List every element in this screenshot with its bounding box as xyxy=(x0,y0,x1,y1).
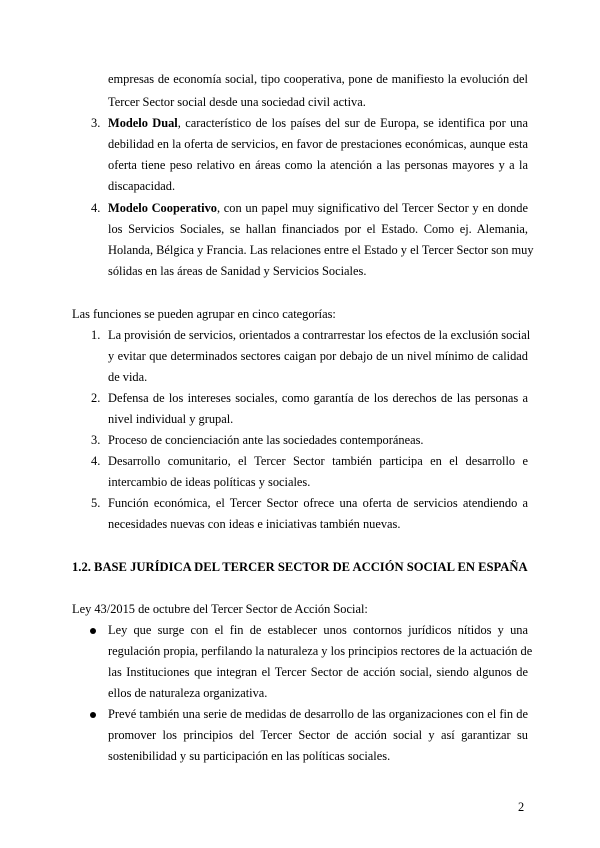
item4-line-1 xyxy=(108,201,528,215)
bullet1-line-3: las Instituciones que integran el Tercer Sector de acción social, siendo algunos de xyxy=(108,665,528,679)
function2-line-2: nivel individual y grupal. xyxy=(108,412,234,426)
function2-number: 2. xyxy=(91,391,101,405)
function1-line-3: de vida. xyxy=(108,370,148,384)
bullet1-line-4: ellos de naturaleza organizativa. xyxy=(108,686,268,700)
function5-line-1: Función económica, el Tercer Sector ofrece una oferta de servicios atendiendo a xyxy=(108,496,528,510)
item4-line-3: Holanda, Bélgica y Francia. Las relaciones entre el Estado y el Tercer Sector son muy xyxy=(108,243,534,257)
function4-line-2: intercambio de ideas políticas y sociales. xyxy=(108,475,311,489)
item3-title: Modelo Dual xyxy=(108,116,178,130)
function2-line-1: Defensa de los intereses sociales, como garantía de los derechos de las personas a xyxy=(108,391,528,405)
function1-line-2: y evitar que determinados sectores caigan por debajo de un nivel mínimo de calidad xyxy=(108,349,528,363)
bullet2-line-1: Prevé también una serie de medidas de desarrollo de las organizaciones con el fin de xyxy=(108,707,528,721)
function4-number: 4. xyxy=(91,454,101,468)
item3-line-2: debilidad en la oferta de servicios, en favor de prestaciones económicas, aunque esta xyxy=(108,137,528,151)
item2-line-2: Tercer Sector social desde una sociedad civil activa. xyxy=(108,95,366,109)
item4-line-4: sólidas en las áreas de Sanidad y Servicios Sociales. xyxy=(108,264,367,278)
item4-first-rest: , con un papel muy significativo del Tercer Sector y en donde xyxy=(217,201,528,215)
item3-line-1 xyxy=(108,116,528,130)
item2-line-1: empresas de economía social, tipo cooperativa, pone de manifiesto la evolución del xyxy=(108,72,528,86)
function1-number: 1. xyxy=(91,328,101,342)
function4-line-1: Desarrollo comunitario, el Tercer Sector también participa en el desarrollo e xyxy=(108,454,528,468)
bullet2-line-3: sostenibilidad y su participación en las políticas sociales. xyxy=(108,749,391,763)
bullet2-line-2: promover los principios del Tercer Sector de acción social y así garantizar su xyxy=(108,728,528,742)
bullet-1-icon xyxy=(90,628,96,634)
function5-line-2: necesidades nuevas con ideas e iniciativas también nuevas. xyxy=(108,517,401,531)
item4-number: 4. xyxy=(91,201,101,215)
section-heading: 1.2. BASE JURÍDICA DEL TERCER SECTOR DE ACCIÓN SOCIAL EN ESPAÑA xyxy=(72,560,528,574)
function1-line-1: La provisión de servicios, orientados a contrarrestar los efectos de la exclusión social xyxy=(108,328,531,342)
item3-line-3: oferta tiene peso relativo en áreas como la atención a las personas mayores y a la xyxy=(108,158,528,172)
bullet1-line-2: regulación propia, perfilando la naturaleza y los principios rectores de la actuación de xyxy=(108,644,533,658)
page-number: 2 xyxy=(518,800,525,814)
item4-title: Modelo Cooperativo xyxy=(108,201,217,215)
item4-line-2: los Servicios Sociales, se hallan financiados por el Estado. Como ej. Alemania, xyxy=(108,222,528,236)
bullet1-line-1: Ley que surge con el fin de establecer unos contornos jurídicos nítidos y una xyxy=(108,623,528,637)
item3-first-rest: , característico de los países del sur de Europa, se identifica por una xyxy=(177,116,528,130)
functions-intro: Las funciones se pueden agrupar en cinco categorías: xyxy=(72,307,336,321)
law-intro: Ley 43/2015 de octubre del Tercer Sector de Acción Social: xyxy=(72,602,368,616)
bullet-2-icon xyxy=(90,712,96,718)
function3-number: 3. xyxy=(91,433,101,447)
function3-line-1: Proceso de concienciación ante las sociedades contemporáneas. xyxy=(108,433,424,447)
item3-number: 3. xyxy=(91,116,101,130)
function5-number: 5. xyxy=(91,496,101,510)
item3-line-4: discapacidad. xyxy=(108,179,176,193)
